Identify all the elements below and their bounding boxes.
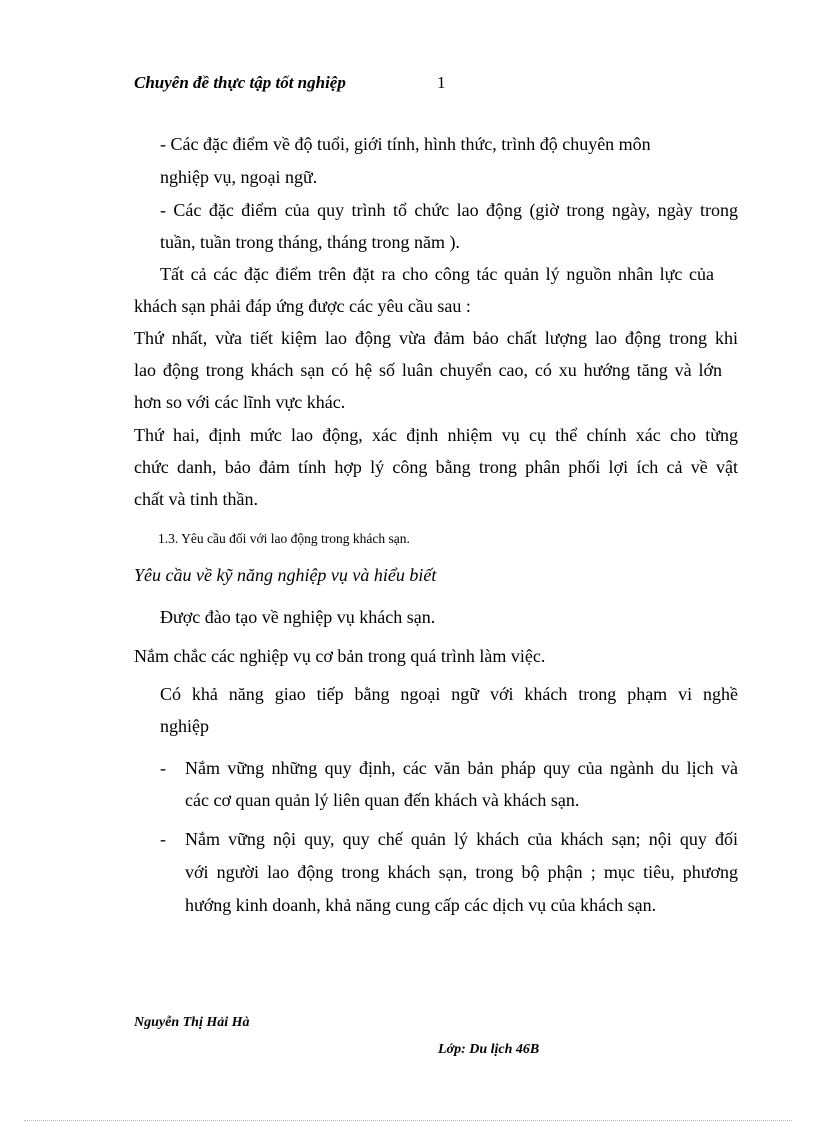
page-boundary-divider (24, 1120, 792, 1121)
bullet-line: Nắm vững nội quy, quy chế quản lý khách của khách sạn; nội quy đối (185, 829, 738, 849)
body-line: khách sạn phải đáp ứng được các yêu cầu sau : (134, 296, 471, 316)
body-line: - Các đặc điểm về độ tuổi, giới tính, hình thức, trình độ chuyên môn (160, 134, 651, 154)
header-title: Chuyên đề thực tập tốt nghiệp (134, 73, 346, 92)
requirement-line: Có khả năng giao tiếp bằng ngoại ngữ với khách trong phạm vi nghề (160, 684, 738, 704)
body-line: Thứ nhất, vừa tiết kiệm lao động vừa đảm bảo chất lượng lao động trong khi (134, 328, 738, 348)
requirement-line: Nắm chắc các nghiệp vụ cơ bản trong quá trình làm việc. (134, 646, 546, 666)
footer-author: Nguyễn Thị Hải Hà (134, 1015, 250, 1030)
body-line: nghiệp vụ, ngoại ngữ. (160, 167, 318, 187)
bullet-marker: - (160, 758, 166, 778)
bullet-line: với người lao động trong khách sạn, trong bộ phận ; mục tiêu, phương (185, 862, 738, 882)
body-line: - Các đặc điểm của quy trình tổ chức lao động (giờ trong ngày, ngày trong (160, 200, 738, 220)
body-line: Tất cả các đặc điểm trên đặt ra cho công tác quản lý nguồn nhân lực của (160, 264, 714, 284)
body-line: chất và tinh thần. (134, 489, 258, 509)
bullet-line: các cơ quan quản lý liên quan đến khách và khách sạn. (185, 790, 580, 810)
footer-class: Lớp: Du lịch 46B (438, 1042, 540, 1057)
body-line: tuần, tuần trong tháng, tháng trong năm ). (160, 232, 460, 252)
body-line: chức danh, bảo đảm tính hợp lý công bằng trong phân phối lợi ích cả về vật (134, 457, 738, 477)
section-heading: 1.3. Yêu cầu đối với lao động trong khách sạn. (158, 531, 410, 546)
body-line: hơn so với các lĩnh vực khác. (134, 392, 346, 412)
requirement-line: nghiệp (160, 716, 209, 736)
bullet-line: Nắm vững những quy định, các văn bản pháp quy của ngành du lịch và (185, 758, 738, 778)
requirement-line: Được đào tạo về nghiệp vụ khách sạn. (160, 607, 436, 627)
bullet-marker: - (160, 829, 166, 849)
body-line: lao động trong khách sạn có hệ số luân chuyển cao, có xu hướng tăng và lớn (134, 360, 722, 380)
bullet-line: hướng kinh doanh, khả năng cung cấp các dịch vụ của khách sạn. (185, 895, 657, 915)
subheading: Yêu cầu về kỹ năng nghiệp vụ và hiểu biết (134, 565, 437, 585)
page-number: 1 (437, 73, 446, 92)
body-line: Thứ hai, định mức lao động, xác định nhiệm vụ cụ thể chính xác cho từng (134, 425, 738, 445)
